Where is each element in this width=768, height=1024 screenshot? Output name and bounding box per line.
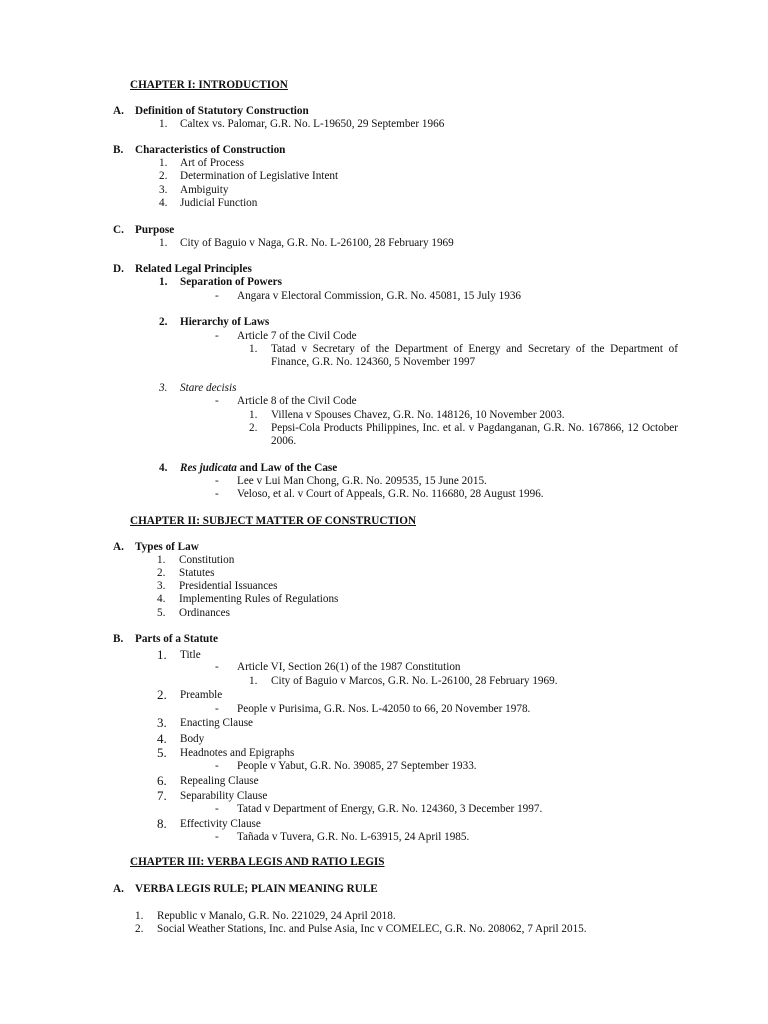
ch1-section-a-letter: A.: [113, 105, 124, 117]
list-item-text: Social Weather Stations, Inc. and Pulse Asia, Inc v COMELEC, G.R. No. 208062, 7 April 2015.: [157, 923, 587, 935]
ch2-section-b-title: Parts of a Statute: [135, 633, 218, 645]
list-item-number: 4.: [159, 197, 168, 209]
dash-bullet: -: [215, 831, 219, 843]
case-number: 1.: [249, 675, 258, 687]
chapter-3-title: CHAPTER III: VERBA LEGIS AND RATIO LEGIS: [130, 856, 385, 868]
part-number: 7.: [157, 788, 167, 803]
dash-bullet: -: [215, 395, 219, 407]
principle-number: 2.: [159, 316, 168, 328]
list-item-number: 5.: [157, 607, 166, 619]
list-item-number: 1.: [135, 910, 144, 922]
ch1-section-c-title: Purpose: [135, 224, 175, 236]
chapter-2-title: CHAPTER II: SUBJECT MATTER OF CONSTRUCTION: [130, 515, 417, 527]
list-item-number: 1.: [159, 157, 168, 169]
list-item-number: 2.: [159, 170, 168, 182]
list-item-text: Constitution: [179, 554, 235, 566]
list-item-text: Republic v Manalo, G.R. No. 221029, 24 April 2018.: [157, 910, 396, 922]
principle-title: [180, 462, 337, 475]
list-item-text: City of Baguio v Naga, G.R. No. L-26100, 28 February 1969: [180, 237, 454, 249]
list-item-number: 2.: [157, 567, 166, 579]
ch1-section-d-letter: D.: [113, 263, 124, 275]
ch3-section-a-letter: A.: [113, 883, 124, 895]
dash-bullet: -: [215, 475, 219, 487]
ch1-section-d-title: Related Legal Principles: [135, 263, 252, 275]
list-item-text: Caltex vs. Palomar, G.R. No. L-19650, 29 September 1966: [180, 118, 445, 130]
case-citation: Tatad v Secretary of the Department of Energy and Secretary of the Department of Finance, G.R. No. 124360, 5 November 1997: [271, 343, 678, 369]
case-citation: Angara v Electoral Commission, G.R. No. 45081, 15 July 1936: [237, 290, 522, 302]
part-number: 8.: [157, 816, 167, 831]
case-citation: Veloso, et al. v Court of Appeals, G.R. No. 116680, 28 August 1996.: [237, 488, 544, 500]
dash-bullet: -: [215, 488, 219, 500]
ch3-section-a-title: VERBA LEGIS RULE; PLAIN MEANING RULE: [135, 883, 378, 895]
list-item-number: 1.: [159, 237, 168, 249]
dash-bullet: -: [215, 803, 219, 815]
case-citation: City of Baguio v Marcos, G.R. No. L-26100, 28 February 1969.: [271, 675, 558, 687]
principle-title-rest: and Law of the Case: [236, 462, 338, 474]
sub-heading: Article VI, Section 26(1) of the 1987 Constitution: [237, 661, 461, 673]
part-name: Headnotes and Epigraphs: [180, 747, 295, 759]
part-name: Preamble: [180, 689, 223, 701]
part-name: Title: [180, 649, 201, 661]
list-item-text: Art of Process: [180, 157, 245, 169]
chapter-1-title: CHAPTER I: INTRODUCTION: [130, 79, 288, 91]
ch2-section-a-title: Types of Law: [135, 541, 199, 553]
part-name: Repealing Clause: [180, 775, 259, 787]
case-citation: Pepsi-Cola Products Philippines, Inc. et al. v Pagdanganan, G.R. No. 167866, 12 October 2006.: [271, 422, 678, 448]
ch1-section-a-title: Definition of Statutory Construction: [135, 105, 309, 117]
dash-bullet: -: [215, 703, 219, 715]
case-number: 2.: [249, 422, 258, 434]
case-citation: Lee v Lui Man Chong, G.R. No. 209535, 15 June 2015.: [237, 475, 487, 487]
case-citation: Tañada v Tuvera, G.R. No. L-63915, 24 April 1985.: [237, 831, 470, 843]
ch2-section-b-letter: B.: [113, 633, 124, 645]
list-item-number: 1.: [157, 554, 166, 566]
part-number: 5.: [157, 745, 167, 760]
list-item-text: Ambiguity: [180, 184, 229, 196]
list-item-number: 4.: [157, 593, 166, 605]
list-item-text: Implementing Rules of Regulations: [179, 593, 339, 605]
part-number: 3.: [157, 715, 167, 730]
sub-heading: Article 8 of the Civil Code: [237, 395, 357, 407]
part-name: Separability Clause: [180, 790, 268, 802]
principle-title: Separation of Powers: [180, 276, 282, 288]
case-number: 1.: [249, 343, 258, 355]
principle-number: 1.: [159, 276, 168, 288]
part-number: 4.: [157, 731, 167, 746]
principle-number: 4.: [159, 462, 168, 474]
part-name: Enacting Clause: [180, 717, 254, 729]
dash-bullet: -: [215, 760, 219, 772]
part-name: Effectivity Clause: [180, 818, 261, 830]
dash-bullet: -: [215, 290, 219, 302]
list-item-number: 1.: [159, 118, 168, 130]
list-item-text: Ordinances: [179, 607, 230, 619]
list-item-number: 3.: [157, 580, 166, 592]
case-citation: People v Yabut, G.R. No. 39085, 27 September 1933.: [237, 760, 477, 772]
principle-title: Stare decisis: [180, 382, 237, 394]
ch1-section-c-letter: C.: [113, 224, 124, 236]
principle-title: Hierarchy of Laws: [180, 316, 270, 328]
list-item-text: Judicial Function: [180, 197, 258, 209]
ch1-section-b-title: Characteristics of Construction: [135, 144, 286, 156]
part-name: Body: [180, 733, 205, 745]
dash-bullet: -: [215, 661, 219, 673]
list-item-text: Determination of Legislative Intent: [180, 170, 339, 182]
list-item-number: 2.: [135, 923, 144, 935]
sub-heading: Article 7 of the Civil Code: [237, 330, 357, 342]
case-citation: People v Purisima, G.R. Nos. L-42050 to 66, 20 November 1978.: [237, 703, 531, 715]
list-item-text: Presidential Issuances: [179, 580, 278, 592]
list-item-number: 3.: [159, 184, 168, 196]
part-number: 6.: [157, 773, 167, 788]
ch1-section-b-letter: B.: [113, 144, 124, 156]
case-citation: Tatad v Department of Energy, G.R. No. 124360, 3 December 1997.: [237, 803, 543, 815]
principle-number: 3.: [159, 382, 168, 394]
dash-bullet: -: [215, 330, 219, 342]
list-item-text: Statutes: [179, 567, 215, 579]
ch2-section-a-letter: A.: [113, 541, 124, 553]
case-number: 1.: [249, 409, 258, 421]
part-number: 1.: [157, 647, 167, 662]
principle-title-italic: Res judicata: [180, 462, 237, 474]
case-citation: Villena v Spouses Chavez, G.R. No. 148126, 10 November 2003.: [271, 409, 565, 421]
part-number: 2.: [157, 687, 167, 702]
